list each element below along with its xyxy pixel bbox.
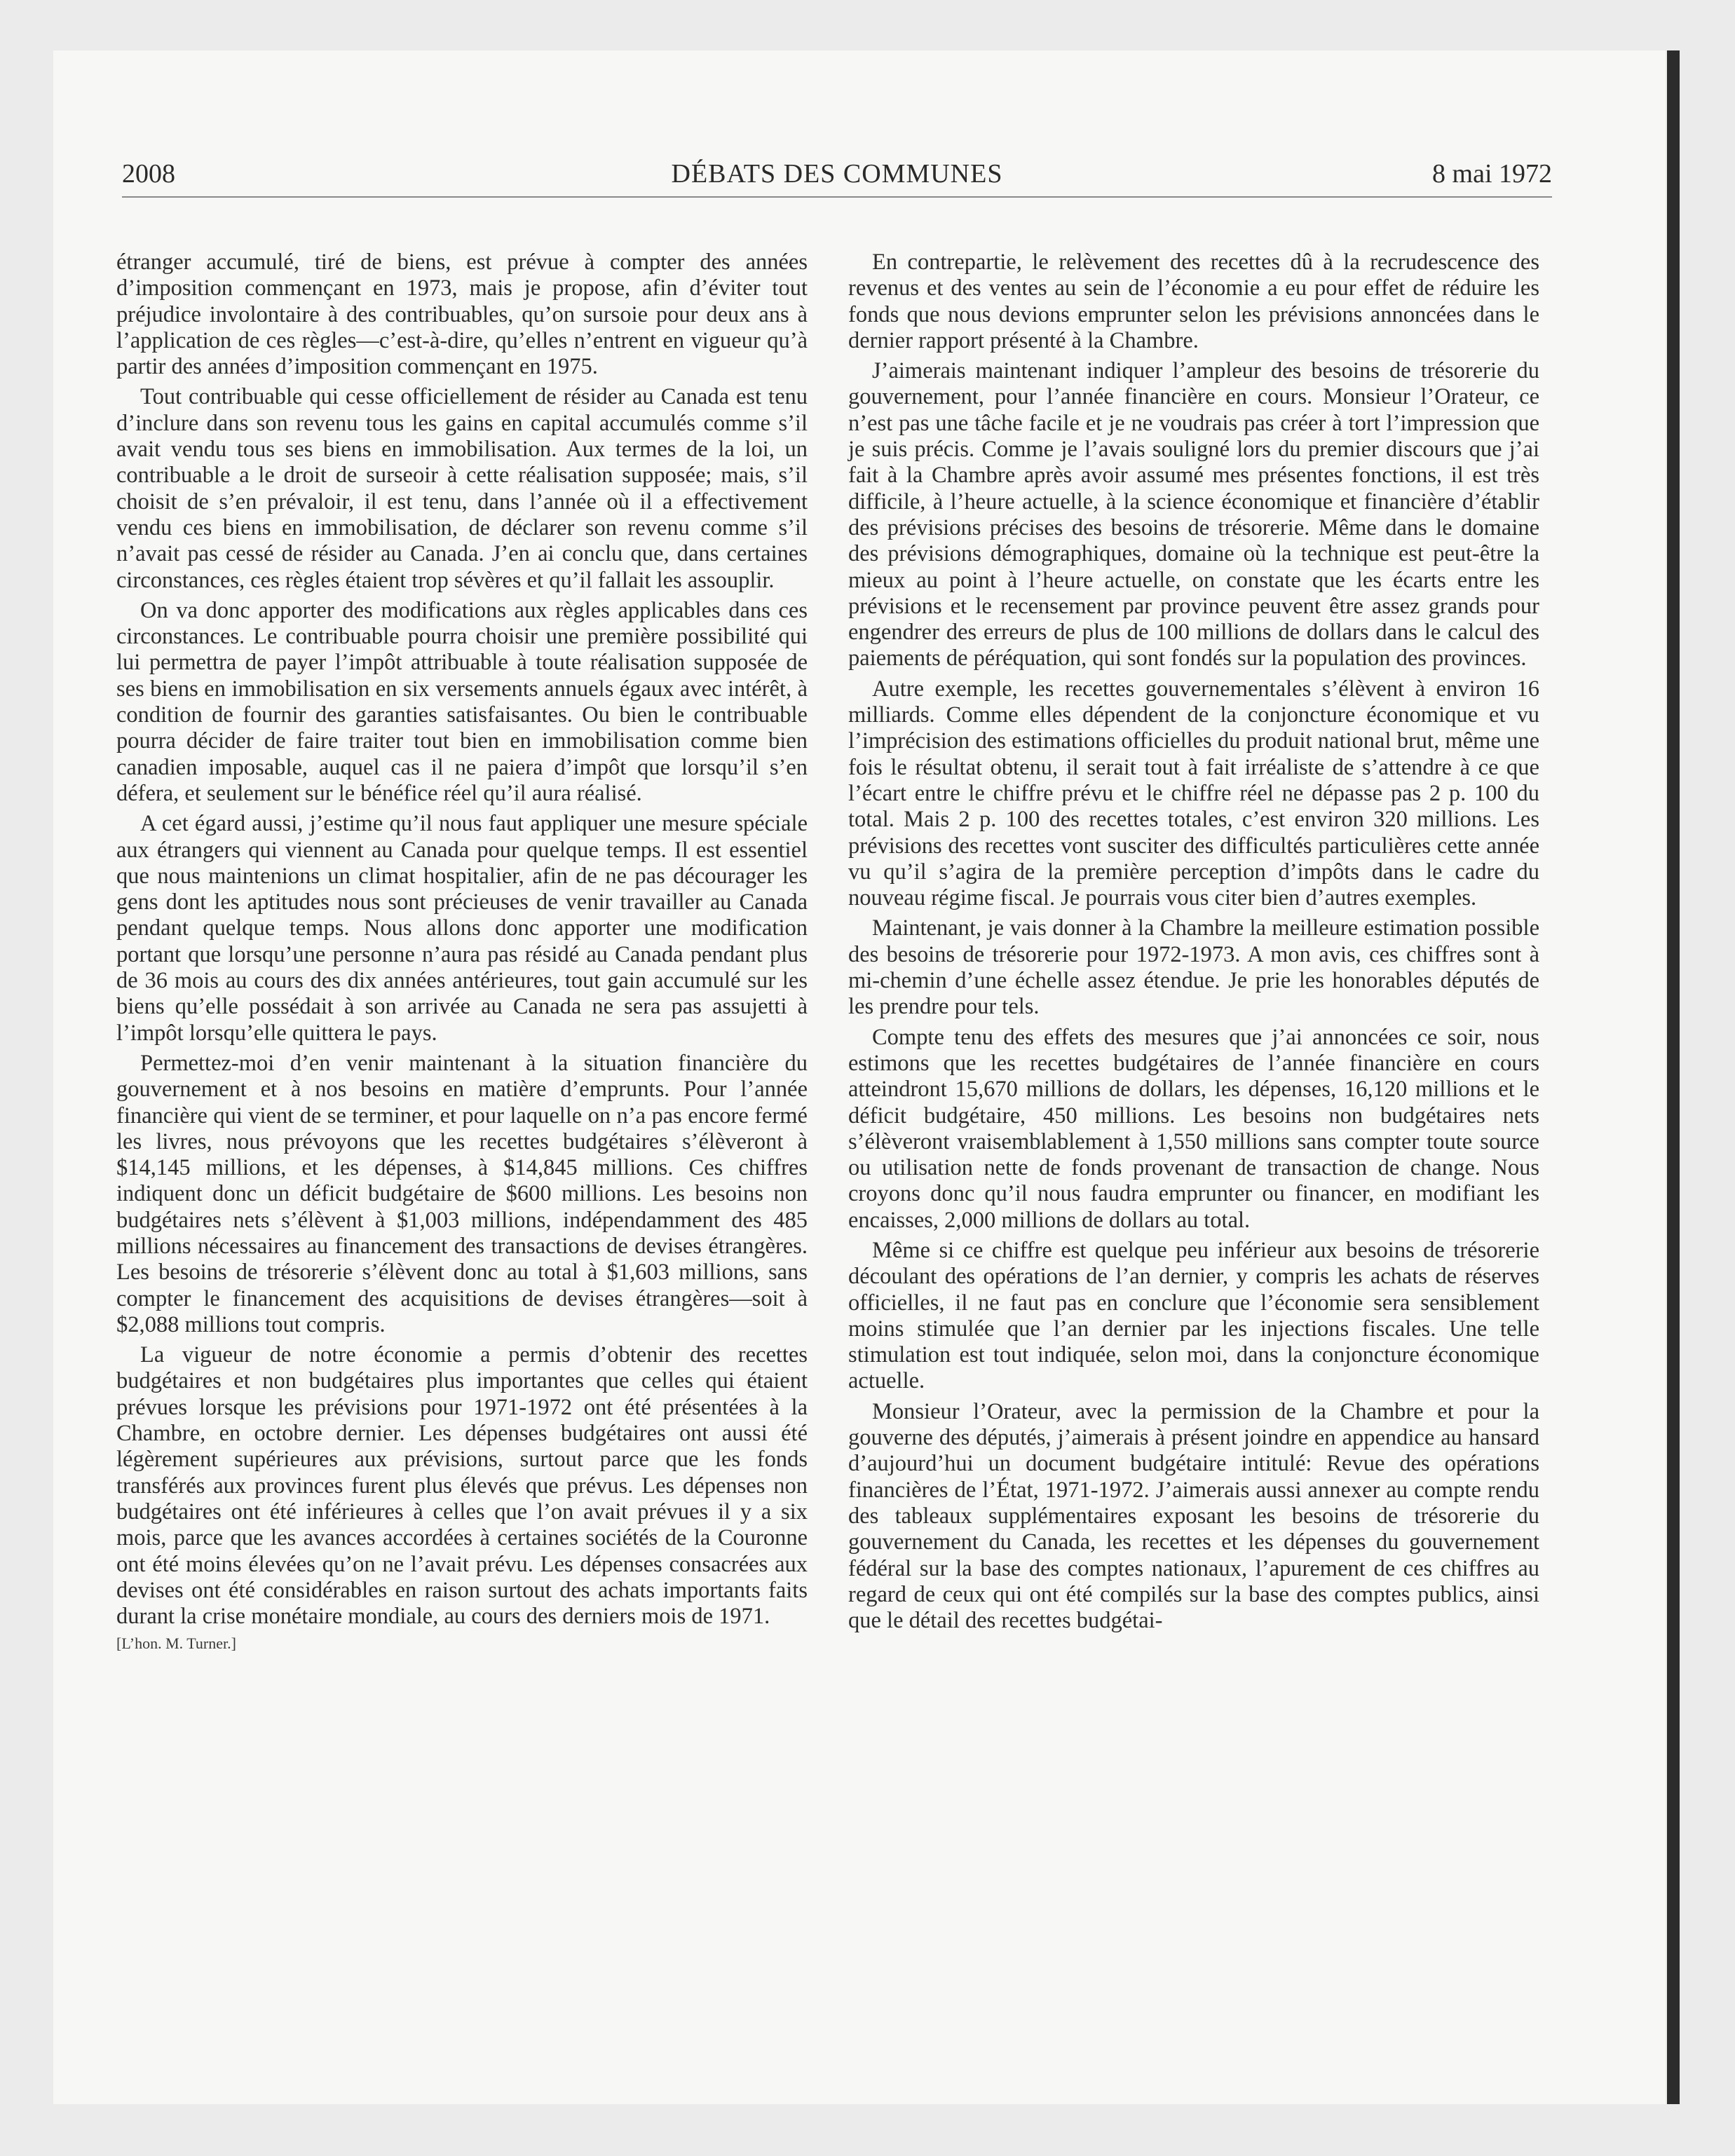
paragraph: A cet égard aussi, j’estime qu’il nous faut appliquer une mesure spéciale aux étrangers qui viennent au Canada pour quelque temps. Il est essentiel que nous maintenions un climat hospitalier, afin de ne pas décourager les gens dont les aptitudes nous sont précieuses de venir travailler au Canada pendant quelque temps. Nous allons donc apporter une modification portant que lorsqu’une personne n’aura pas résidé au Canada pendant plus de 36 mois au cours des dix années antérieures, tout gain accumulé sur les biens qu’elle possédait à son arrivée au Canada ne sera pas assujetti à l’impôt lorsqu’elle quittera le pays. <box>116 811 808 1046</box>
speaker-note: [L’hon. M. Turner.] <box>116 1635 236 1653</box>
header-date: 8 mai 1972 <box>1432 159 1552 189</box>
paragraph: Même si ce chiffre est quelque peu inférieur aux besoins de trésorerie découlant des opérations de l’an dernier, y compris les achats de réserves officielles, il ne faut pas en conclure que l’économie sera sensiblement moins stimulée que l’an dernier par les injections fiscales. Une telle stimulation est tout indiquée, selon moi, dans la conjoncture économique actuelle. <box>848 1237 1539 1394</box>
right-column <box>848 250 1539 1634</box>
paragraph: Compte tenu des effets des mesures que j’ai annoncées ce soir, nous estimons que les recettes budgétaires de l’année financière en cours atteindront 15,670 millions de dollars, les dépenses, 16,120 millions et le déficit budgétaire, 450 millions. Les besoins non budgétaires nets s’élèveront vraisemblablement à 1,550 millions sans compter toute source ou utilisation nette de fonds provenant de transaction de change. Nous croyons donc qu’il nous faudra emprunter ou financer, en modifiant les encaisses, 2,000 millions de dollars au total. <box>848 1024 1539 1233</box>
header-title: DÉBATS DES COMMUNES <box>671 159 1003 189</box>
paragraph: Tout contribuable qui cesse officiellement de résider au Canada est tenu d’inclure dans son revenu tous les gains en capital accumulés comme s’il avait vendu tous ses biens en immobilisation. Aux termes de la loi, un contribuable a le droit de surseoir à cette réalisation supposée; mais, s’il choisit de s’en prévaloir, il est tenu, dans l’année où il a effectivement vendu ces biens en immobilisation, de déclarer son revenu comme s’il n’avait pas cessé de résider au Canada. J’en ai conclu que, dans certaines circonstances, ces règles étaient trop sévères et qu’il fallait les assouplir. <box>116 384 808 593</box>
paragraph: On va donc apporter des modifications aux règles applicables dans ces circonstances. Le contribuable pourra choisir une première possibilité qui lui permettra de payer l’impôt attribuable à toute réalisation supposée de ses biens en immobilisation en six versements annuels égaux avec intérêt, à condition de fournir des garanties satisfaisantes. Ou bien le contribuable pourra décider de faire traiter tout bien en immobilisation comme bien canadien imposable, auquel cas il ne paiera d’impôt que lorsqu’il s’en défera, et seulement sur le bénéfice réel qu’il aura réalisé. <box>116 597 808 806</box>
paragraph: J’aimerais maintenant indiquer l’ampleur des besoins de trésorerie du gouvernement, pour l’année financière en cours. Monsieur l’Orateur, ce n’est pas une tâche facile et je ne voudrais pas créer à tort l’impression que je suis précis. Comme je l’avais souligné lors du premier discours que j’ai fait à la Chambre après avoir assumé mes présentes fonctions, il est très difficile, à l’heure actuelle, à la science économique et financière d’établir des prévisions précises des besoins de trésorerie. Même dans le domaine des prévisions démographiques, domaine où la technique est peut-être la mieux au point à l’heure actuelle, on constate que les écarts entre les prévisions et le recensement par province peuvent être assez grands pour engendrer des erreurs de plus de 100 millions de dollars dans le calcul des paiements de péréquation, qui sont fondés sur la population des provinces. <box>848 358 1539 671</box>
paragraph: En contrepartie, le relèvement des recettes dû à la recrudescence des revenus et des ventes au sein de l’économie a eu pour effet de réduire les fonds que nous devions emprunter selon les prévisions annoncées dans le dernier rapport présenté à la Chambre. <box>848 250 1539 353</box>
running-header <box>122 154 1552 198</box>
paragraph: Autre exemple, les recettes gouvernementales s’élèvent à environ 16 milliards. Comme elles dépendent de la conjoncture économique et vu l’imprécision des estimations officielles du produit national brut, même une fois le résultat obtenu, il serait tout à fait irréaliste de s’attendre à ce que l’écart entre le chiffre prévu et le chiffre réel ne dépasse pas 2 p. 100 du total. Mais 2 p. 100 des recettes totales, c’est environ 320 millions. Les prévisions des recettes vont susciter des difficultés particulières cette année vu qu’il s’agira de la première perception d’impôts dans le cadre du nouveau régime fiscal. Je pourrais vous citer bien d’autres exemples. <box>848 676 1539 911</box>
page-number: 2008 <box>122 159 175 189</box>
paragraph: étranger accumulé, tiré de biens, est prévue à compter des années d’imposition commençant en 1973, mais je propose, afin d’éviter tout préjudice involontaire à des contribuables, qu’on sursoie pour deux ans à l’application de ces règles—c’est-à-dire, qu’elles n’entrent en vigueur qu’à partir des années d’imposition commençant en 1975. <box>116 250 808 380</box>
left-column <box>116 250 808 1653</box>
scan-edge-shadow <box>1667 50 1680 2104</box>
paragraph: La vigueur de notre économie a permis d’obtenir des recettes budgétaires et non budgétaires plus importantes que celles qui étaient prévues lorsque les prévisions pour 1971-1972 ont été présentées à la Chambre, en octobre dernier. Les dépenses budgétaires ont aussi été légèrement supérieures aux prévisions, surtout parce que les fonds transférés aux provinces furent plus élevés que prévus. Les dépenses non budgétaires ont été inférieures à celles que l’on avait prévues il y a six mois, parce que les avances accordées à certaines sociétés de la Couronne ont été moins élevées qu’on ne l’avait prévu. Les dépenses consacrées aux devises ont été considérables en raison surtout des achats importants faits durant la crise monétaire mondiale, au cours des derniers mois de 1971. <box>116 1342 808 1630</box>
paragraph: Maintenant, je vais donner à la Chambre la meilleure estimation possible des besoins de trésorerie pour 1972-1973. A mon avis, ces chiffres sont à mi-chemin d’une échelle assez étendue. Je prie les honorables députés de les prendre pour tels. <box>848 915 1539 1020</box>
paragraph: Permettez-moi d’en venir maintenant à la situation financière du gouvernement et à nos besoins en matière d’emprunts. Pour l’année financière qui vient de se terminer, et pour laquelle on n’a pas encore fermé les livres, nous prévoyons que les recettes budgétaires s’élèveront à $14,145 millions, et les dépenses, à $14,845 millions. Ces chiffres indiquent donc un déficit budgétaire de $600 millions. Les besoins non budgétaires nets s’élèvent à $1,003 millions, indépendamment des 485 millions nécessaires au financement des transactions de devises étrangères. Les besoins de trésorerie s’élèvent donc au total à $1,603 millions, sans compter le financement des acquisitions de devises étrangères—soit à $2,088 millions tout compris. <box>116 1050 808 1337</box>
paragraph: Monsieur l’Orateur, avec la permission de la Chambre et pour la gouverne des députés, j’aimerais à présent joindre en appendice au hansard d’aujourd’hui un document budgétaire intitulé: Revue des opérations financières de l’État, 1971-1972. J’aimerais aussi annexer au compte rendu des tableaux supplémentaires exposant les besoins de trésorerie du gouvernement du Canada, les recettes et les dépenses du gouvernement fédéral sur la base des comptes nationaux, l’apurement de ces chiffres au regard de ceux qui ont été compilés sur la base des comptes publics, ainsi que le détail des recettes budgétai- <box>848 1398 1539 1634</box>
